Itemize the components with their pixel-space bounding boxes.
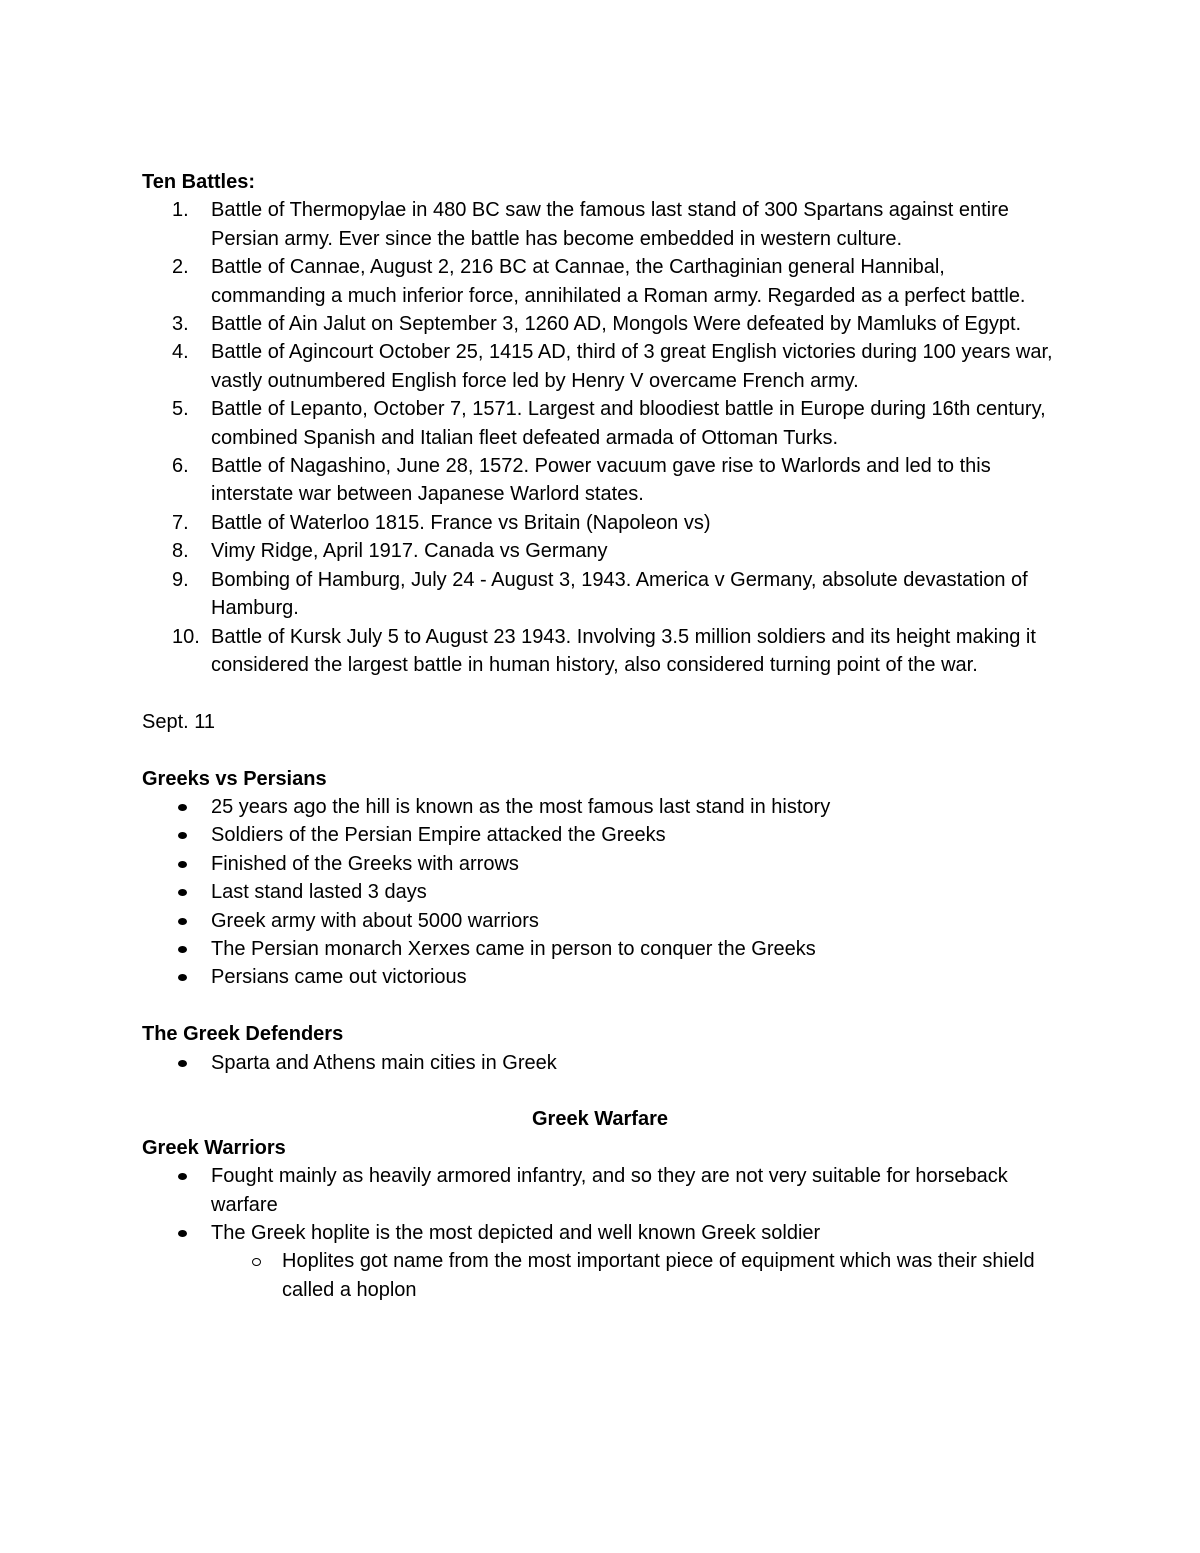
greek-warriors-list xyxy=(142,1162,1062,1304)
spacer xyxy=(142,1077,1062,1105)
list-item xyxy=(142,1049,1062,1077)
list-item-text: Battle of Cannae, August 2, 216 BC at Cannae, the Carthaginian general Hannibal, commanding a much inferior force, annihilated a Roman army. Regarded as a perfect battle. xyxy=(211,256,1026,307)
list-item-text: Last stand lasted 3 days xyxy=(211,881,427,904)
list-item-text: Battle of Lepanto, October 7, 1571. Largest and bloodiest battle in Europe during 16th century, combined Spanish and Italian fleet defeated armada of Ottoman Turks. xyxy=(211,398,1046,449)
list-item xyxy=(142,878,1062,906)
hollow-bullet-icon xyxy=(252,1258,261,1266)
list-number: 7. xyxy=(172,511,189,534)
sub-list-item xyxy=(142,1247,1062,1304)
bullet-icon xyxy=(178,861,187,868)
list-number: 4. xyxy=(172,341,189,364)
list-item-text: Battle of Waterloo 1815. France vs Britain (Napoleon vs) xyxy=(211,511,711,534)
list-item-text: The Persian monarch Xerxes came in person to conquer the Greeks xyxy=(211,937,816,960)
list-item xyxy=(142,452,1062,509)
list-item-text: Battle of Nagashino, June 28, 1572. Power vacuum gave rise to Warlords and led to this interstate war between Japanese Warlord states. xyxy=(211,455,991,506)
list-item-text: 25 years ago the hill is known as the most famous last stand in history xyxy=(211,795,831,818)
list-item-text: The Greek hoplite is the most depicted and well known Greek soldier xyxy=(211,1221,821,1244)
bullet-icon xyxy=(178,1173,187,1180)
bullet-icon xyxy=(178,1060,187,1067)
list-number: 2. xyxy=(172,256,189,279)
greeks-vs-persians-list xyxy=(142,793,1062,992)
bullet-icon xyxy=(178,918,187,925)
ten-battles-heading: Ten Battles: xyxy=(142,171,255,193)
list-item-text: Vimy Ridge, April 1917. Canada vs Germany xyxy=(211,540,608,563)
list-item xyxy=(142,338,1062,395)
spacer xyxy=(142,736,1062,764)
list-number: 9. xyxy=(172,568,189,591)
list-number: 10. xyxy=(172,625,200,648)
bullet-icon xyxy=(178,832,187,839)
bullet-icon xyxy=(178,889,187,896)
list-item-text: Battle of Thermopylae in 480 BC saw the famous last stand of 300 Spartans against entire Persian army. Ever since the battle has become embedded in western culture. xyxy=(211,199,1009,250)
list-item-text: Battle of Agincourt October 25, 1415 AD, third of 3 great English victories during 100 years war, vastly outnumbered English force led by Henry V overcame French army. xyxy=(211,341,1053,392)
list-item xyxy=(142,509,1062,537)
list-item xyxy=(142,963,1062,991)
list-item xyxy=(142,196,1062,253)
spacer xyxy=(142,679,1062,707)
bullet-icon xyxy=(178,1230,187,1237)
list-item xyxy=(142,566,1062,623)
list-item xyxy=(142,793,1062,821)
list-item xyxy=(142,935,1062,963)
ten-battles-list xyxy=(142,196,1062,679)
list-item-text: Sparta and Athens main cities in Greek xyxy=(211,1051,557,1074)
list-item xyxy=(142,395,1062,452)
list-item xyxy=(142,253,1062,310)
greeks-vs-persians-heading: Greeks vs Persians xyxy=(142,767,327,790)
list-item xyxy=(142,1219,1062,1247)
list-item xyxy=(142,623,1062,680)
list-number: 3. xyxy=(172,313,189,336)
greek-warriors-heading: Greek Warriors xyxy=(142,1136,286,1159)
list-item xyxy=(142,907,1062,935)
greek-warfare-title: Greek Warfare xyxy=(532,1108,668,1131)
list-number: 6. xyxy=(172,455,189,478)
bullet-icon xyxy=(178,946,187,953)
list-item-text: Battle of Ain Jalut on September 3, 1260 AD, Mongols Were defeated by Mamluks of Egypt. xyxy=(211,313,1022,336)
list-number: 5. xyxy=(172,398,189,421)
date-note: Sept. 11 xyxy=(142,710,216,733)
list-number: 1. xyxy=(172,199,189,222)
list-item xyxy=(142,537,1062,565)
list-item-text: Bombing of Hamburg, July 24 - August 3, 1943. America v Germany, absolute devastation of Hamburg. xyxy=(211,568,1028,620)
document-content xyxy=(142,168,1062,1304)
list-item-text: Hoplites got name from the most important piece of equipment which was their shield called a hoplon xyxy=(282,1250,1035,1301)
bullet-icon xyxy=(178,804,187,811)
bullet-icon xyxy=(178,974,187,981)
list-item-text: Greek army with about 5000 warriors xyxy=(211,909,539,932)
greek-defenders-heading: The Greek Defenders xyxy=(142,1023,344,1046)
greek-defenders-list xyxy=(142,1049,1062,1077)
spacer xyxy=(142,992,1062,1020)
list-item-text: Persians came out victorious xyxy=(211,966,467,989)
list-item-text: Fought mainly as heavily armored infantry, and so they are not very suitable for horseback warfare xyxy=(211,1165,1008,1216)
list-item-text: Finished of the Greeks with arrows xyxy=(211,852,519,875)
list-item-text: Soldiers of the Persian Empire attacked the Greeks xyxy=(211,824,666,847)
list-number: 8. xyxy=(172,540,189,563)
list-item xyxy=(142,850,1062,878)
list-item xyxy=(142,310,1062,338)
list-item-text: Battle of Kursk July 5 to August 23 1943. Involving 3.5 million soldiers and its height making it considered the largest battle in human history, also considered turning point of the war. xyxy=(211,625,1036,676)
list-item xyxy=(142,821,1062,849)
list-item xyxy=(142,1162,1062,1219)
